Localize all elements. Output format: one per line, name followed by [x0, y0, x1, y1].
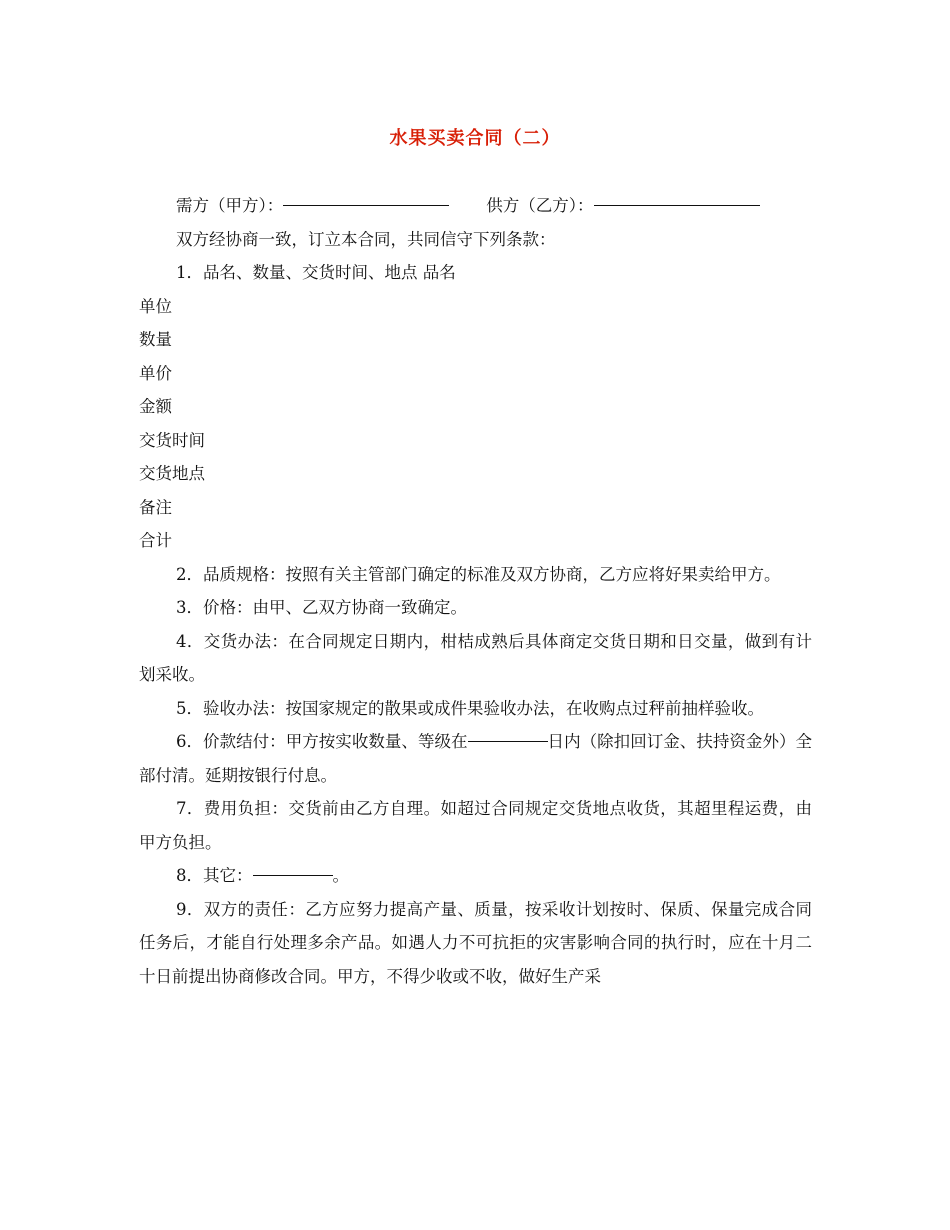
clause-8-before: 8．其它： [176, 866, 253, 885]
seller-party [486, 189, 759, 223]
clause-2: 2．品质规格：按照有关主管部门确定的标准及双方协商，乙方应将好果卖给甲方。 [176, 564, 781, 584]
document-body [139, 189, 812, 993]
field-unit-price: 单价 [139, 363, 172, 383]
document-title: 水果买卖合同（二） [389, 128, 561, 149]
clause-8-after: 。 [332, 866, 349, 885]
clause-8 [139, 859, 812, 893]
field-amount: 金额 [139, 397, 172, 416]
buyer-party [176, 189, 449, 223]
field-total: 合计 [139, 531, 172, 550]
seller-label: 供方（乙方）： [486, 196, 594, 215]
seller-blank [594, 204, 760, 206]
clause-8-blank [253, 874, 333, 876]
field-unit: 单位 [139, 296, 172, 316]
clause-9: 9．双方的责任：乙方应努力提高产量、质量，按采收计划按时、保质、保量完成合同任务后，才能自行处理多余产品。如遇人力不可抗拒的灾害影响合同的执行时，应在十月二十日前提出协商修改合同。甲方，不得少收或不收，做好生产采 [139, 899, 812, 986]
clause-6-after: 日内（除扣回订金、扶持资金外）全部付清。延期按银行付息。 [139, 732, 813, 785]
intro-paragraph: 双方经协商一致，订立本合同，共同信守下列条款： [176, 229, 556, 249]
clause-6-blank [468, 740, 548, 742]
field-delivery-place: 交货地点 [139, 464, 205, 483]
clause-3: 3．价格：由甲、乙双方协商一致确定。 [176, 598, 467, 617]
clause-6 [139, 725, 812, 792]
field-quantity: 数量 [139, 330, 172, 349]
buyer-label: 需方（甲方）： [176, 196, 284, 215]
buyer-blank [283, 204, 449, 206]
field-delivery-time: 交货时间 [139, 430, 205, 450]
clause-5: 5．验收办法：按国家规定的散果或成件果验收办法，在收购点过秤前抽样验收。 [176, 698, 764, 718]
clause-4: 4．交货办法：在合同规定日期内，柑桔成熟后具体商定交货日期和日交量，做到有计划采收。 [139, 631, 812, 684]
field-remarks: 备注 [139, 497, 172, 517]
parties-line [139, 189, 812, 223]
clause-7: 7．费用负担：交货前由乙方自理。如超过合同规定交货地点收货，其超里程运费，由甲方负担。 [139, 799, 812, 852]
clause-1: 1．品名、数量、交货时间、地点 品名 [176, 263, 456, 282]
clause-6-before: 6．价款结付：甲方按实收数量、等级在 [176, 732, 468, 751]
